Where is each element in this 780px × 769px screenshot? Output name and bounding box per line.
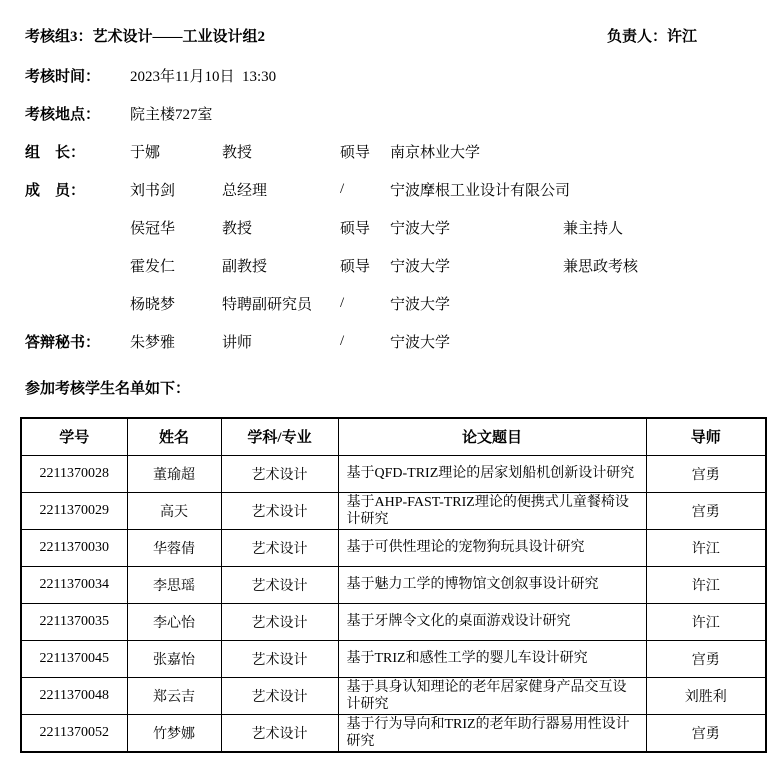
student-name: 李思瑶 xyxy=(127,566,221,603)
mentor-name: 宫勇 xyxy=(646,714,766,752)
committee-row xyxy=(25,170,780,208)
student-major: 艺术设计 xyxy=(221,566,338,603)
member-degree: / xyxy=(340,294,345,311)
table-row xyxy=(21,566,766,603)
table-row xyxy=(21,529,766,566)
thesis-title: 基于QFD-TRIZ理论的居家划船机创新设计研究 xyxy=(338,455,646,492)
table-row xyxy=(21,714,766,752)
student-name: 华蓉倩 xyxy=(127,529,221,566)
member-org: 宁波大学 xyxy=(390,258,451,275)
student-major: 艺术设计 xyxy=(221,677,338,714)
member-name: 侯冠华 xyxy=(130,220,176,237)
thesis-title: 基于具身认知理论的老年居家健身产品交互设计研究 xyxy=(338,677,646,714)
student-id: 2211370028 xyxy=(21,455,127,492)
member-role-label: 组 长： xyxy=(25,144,86,161)
thesis-title: 基于魅力工学的博物馆文创叙事设计研究 xyxy=(338,566,646,603)
students-heading: 参加考核学生名单如下： xyxy=(25,381,191,397)
student-major: 艺术设计 xyxy=(221,455,338,492)
mentor-name: 宫勇 xyxy=(646,640,766,677)
student-major: 艺术设计 xyxy=(221,714,338,752)
committee-row xyxy=(25,246,780,284)
table-row xyxy=(21,492,766,529)
member-name: 霍发仁 xyxy=(130,258,176,275)
students-table xyxy=(20,417,767,753)
student-id: 2211370035 xyxy=(21,603,127,640)
col-header-student-id: 学号 xyxy=(21,418,127,455)
student-name: 高天 xyxy=(127,492,221,529)
mentor-name: 许江 xyxy=(646,566,766,603)
member-name: 杨晓梦 xyxy=(130,296,176,313)
student-major: 艺术设计 xyxy=(221,492,338,529)
table-header-row xyxy=(21,418,766,455)
member-org: 宁波摩根工业设计有限公司 xyxy=(390,182,571,199)
student-name: 李心怡 xyxy=(127,603,221,640)
committee-row xyxy=(25,132,780,170)
member-title: 教授 xyxy=(222,220,253,237)
leader-label: 负责人：许江 xyxy=(607,29,698,45)
thesis-title: 基于AHP-FAST-TRIZ理论的便携式儿童餐椅设计研究 xyxy=(338,492,646,529)
student-major: 艺术设计 xyxy=(221,640,338,677)
table-row xyxy=(21,640,766,677)
member-title: 特聘副研究员 xyxy=(222,296,313,313)
member-role-label: 答辩秘书： xyxy=(25,334,101,351)
meta-row-location xyxy=(25,94,780,132)
col-header-major: 学科/专业 xyxy=(221,418,338,455)
time-label: 考核时间： xyxy=(25,68,101,85)
committee-row xyxy=(25,322,780,360)
table-row xyxy=(21,455,766,492)
student-major: 艺术设计 xyxy=(221,603,338,640)
student-id: 2211370034 xyxy=(21,566,127,603)
member-org: 宁波大学 xyxy=(390,296,451,313)
member-degree: 硕导 xyxy=(340,220,371,237)
member-org: 南京林业大学 xyxy=(390,144,481,161)
student-id: 2211370052 xyxy=(21,714,127,752)
col-header-mentor: 导师 xyxy=(646,418,766,455)
student-major: 艺术设计 xyxy=(221,529,338,566)
member-degree: 硕导 xyxy=(340,258,371,275)
meta-row-time xyxy=(25,56,780,94)
table-row xyxy=(21,677,766,714)
time-value: 2023年11月10日 13:30 xyxy=(130,68,277,85)
student-id: 2211370029 xyxy=(21,492,127,529)
member-degree: / xyxy=(340,332,345,349)
member-name: 刘书剑 xyxy=(130,182,176,199)
table-row xyxy=(21,603,766,640)
member-degree: 硕导 xyxy=(340,144,371,161)
member-degree: / xyxy=(340,180,345,197)
mentor-name: 宫勇 xyxy=(646,455,766,492)
member-org: 宁波大学 xyxy=(390,334,451,351)
member-note: 兼思政考核 xyxy=(563,258,639,275)
thesis-title: 基于牙牌令文化的桌面游戏设计研究 xyxy=(338,603,646,640)
student-id: 2211370045 xyxy=(21,640,127,677)
member-name: 于娜 xyxy=(130,144,161,161)
member-title: 总经理 xyxy=(222,182,268,199)
page-title: 考核组3：艺术设计——工业设计组2 xyxy=(25,29,266,45)
student-name: 郑云吉 xyxy=(127,677,221,714)
student-name: 张嘉怡 xyxy=(127,640,221,677)
col-header-name: 姓名 xyxy=(127,418,221,455)
committee-row xyxy=(25,208,780,246)
member-org: 宁波大学 xyxy=(390,220,451,237)
student-name: 董瑜超 xyxy=(127,455,221,492)
mentor-name: 许江 xyxy=(646,529,766,566)
location-label: 考核地点： xyxy=(25,106,101,123)
member-name: 朱梦雅 xyxy=(130,334,176,351)
student-id: 2211370048 xyxy=(21,677,127,714)
mentor-name: 刘胜利 xyxy=(646,677,766,714)
thesis-title: 基于TRIZ和感性工学的婴儿车设计研究 xyxy=(338,640,646,677)
member-title: 副教授 xyxy=(222,258,268,275)
member-note: 兼主持人 xyxy=(563,220,624,237)
member-title: 教授 xyxy=(222,144,253,161)
thesis-title: 基于可供性理论的宠物狗玩具设计研究 xyxy=(338,529,646,566)
member-role-label: 成 员： xyxy=(25,182,86,199)
location-value: 院主楼727室 xyxy=(130,106,213,123)
committee-row xyxy=(25,284,780,322)
col-header-thesis: 论文题目 xyxy=(338,418,646,455)
title-line xyxy=(25,18,780,56)
thesis-title: 基于行为导向和TRIZ的老年助行器易用性设计研究 xyxy=(338,714,646,752)
student-name: 竹梦娜 xyxy=(127,714,221,752)
member-title: 讲师 xyxy=(222,334,253,351)
student-id: 2211370030 xyxy=(21,529,127,566)
mentor-name: 宫勇 xyxy=(646,492,766,529)
mentor-name: 许江 xyxy=(646,603,766,640)
